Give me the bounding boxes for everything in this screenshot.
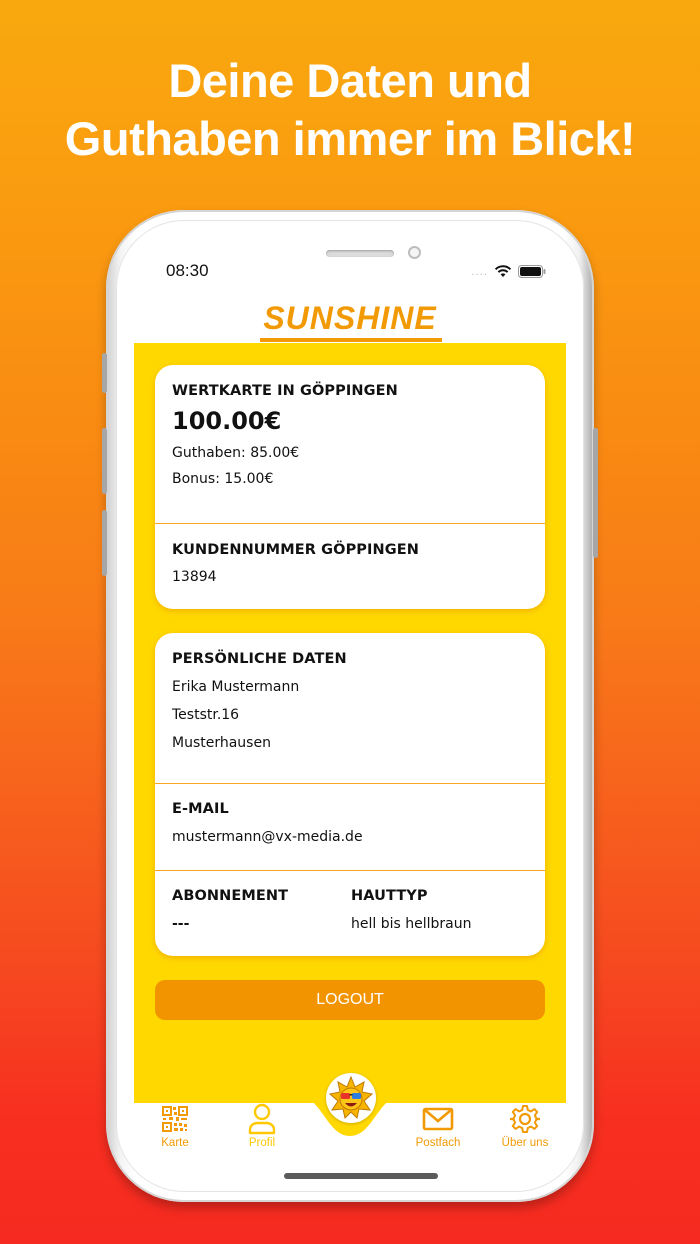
subscription-skintype-section <box>155 870 545 956</box>
status-indicators <box>471 263 546 282</box>
person-street: Teststr.16 <box>172 707 240 723</box>
personal-label: PERSÖNLICHE DATEN <box>172 651 347 667</box>
battery-icon <box>518 263 546 282</box>
email-label: E-MAIL <box>172 801 229 817</box>
kundennummer-section <box>155 523 545 609</box>
tab-ueber-uns-label: Über uns <box>501 1137 549 1149</box>
qr-code-icon <box>135 1103 215 1135</box>
abonnement-block <box>172 888 288 932</box>
phone-screen <box>116 220 584 1192</box>
personal-data-card <box>155 633 545 956</box>
volume-down-button <box>102 510 107 576</box>
tab-ueber-uns[interactable] <box>485 1103 565 1149</box>
speaker-grille <box>326 250 394 257</box>
tab-bar <box>116 1093 584 1173</box>
email-value: mustermann@vx-media.de <box>172 829 363 845</box>
tab-mascot[interactable] <box>326 1073 376 1123</box>
wertkarte-card <box>155 365 545 609</box>
tab-profil-label: Profil <box>248 1137 276 1149</box>
mail-icon <box>398 1103 478 1135</box>
logo-underline <box>260 338 442 342</box>
hauttyp-label: HAUTTYP <box>351 888 428 904</box>
sun-mascot-icon <box>326 1073 376 1123</box>
headline-line-2: Guthaben immer im Blick! <box>64 112 636 165</box>
front-camera <box>408 246 421 259</box>
person-name: Erika Mustermann <box>172 679 300 695</box>
sunshine-logo: SUNSHINE <box>263 300 437 336</box>
logout-button[interactable]: LOGOUT <box>155 980 545 1020</box>
user-icon <box>222 1103 302 1135</box>
guthaben-value: Guthaben: 85.00€ <box>172 445 300 461</box>
tab-postfach-label: Postfach <box>415 1137 461 1149</box>
power-button <box>593 428 598 558</box>
signal-dots: .... <box>471 267 488 278</box>
tab-karte-label: Karte <box>161 1137 189 1149</box>
personal-section <box>155 633 545 783</box>
wertkarte-total: 100.00€ <box>172 407 282 435</box>
hauttyp-block <box>351 888 471 932</box>
tab-postfach[interactable] <box>398 1103 478 1149</box>
kundennummer-label: KUNDENNUMMER GÖPPINGEN <box>172 542 420 558</box>
status-time: 08:30 <box>166 261 209 280</box>
wifi-icon <box>494 263 512 282</box>
profile-content <box>134 343 566 1103</box>
kundennummer-value: 13894 <box>172 569 217 585</box>
bonus-value: Bonus: 15.00€ <box>172 471 274 487</box>
person-city: Musterhausen <box>172 735 271 751</box>
wertkarte-label: WERTKARTE IN GÖPPINGEN <box>172 383 398 399</box>
email-section <box>155 783 545 870</box>
headline-line-1: Deine Daten und <box>168 54 532 107</box>
wertkarte-section <box>155 365 545 523</box>
abonnement-label: ABONNEMENT <box>172 888 289 904</box>
home-indicator[interactable] <box>284 1173 438 1179</box>
phone-frame <box>106 210 594 1202</box>
volume-up-button <box>102 428 107 494</box>
abonnement-value: --- <box>172 916 190 932</box>
hauttyp-value: hell bis hellbraun <box>351 916 472 932</box>
gear-icon <box>485 1103 565 1135</box>
promo-headline <box>0 52 700 168</box>
tab-karte[interactable] <box>135 1103 215 1149</box>
mute-switch <box>102 353 107 393</box>
tab-profil[interactable] <box>222 1103 302 1149</box>
